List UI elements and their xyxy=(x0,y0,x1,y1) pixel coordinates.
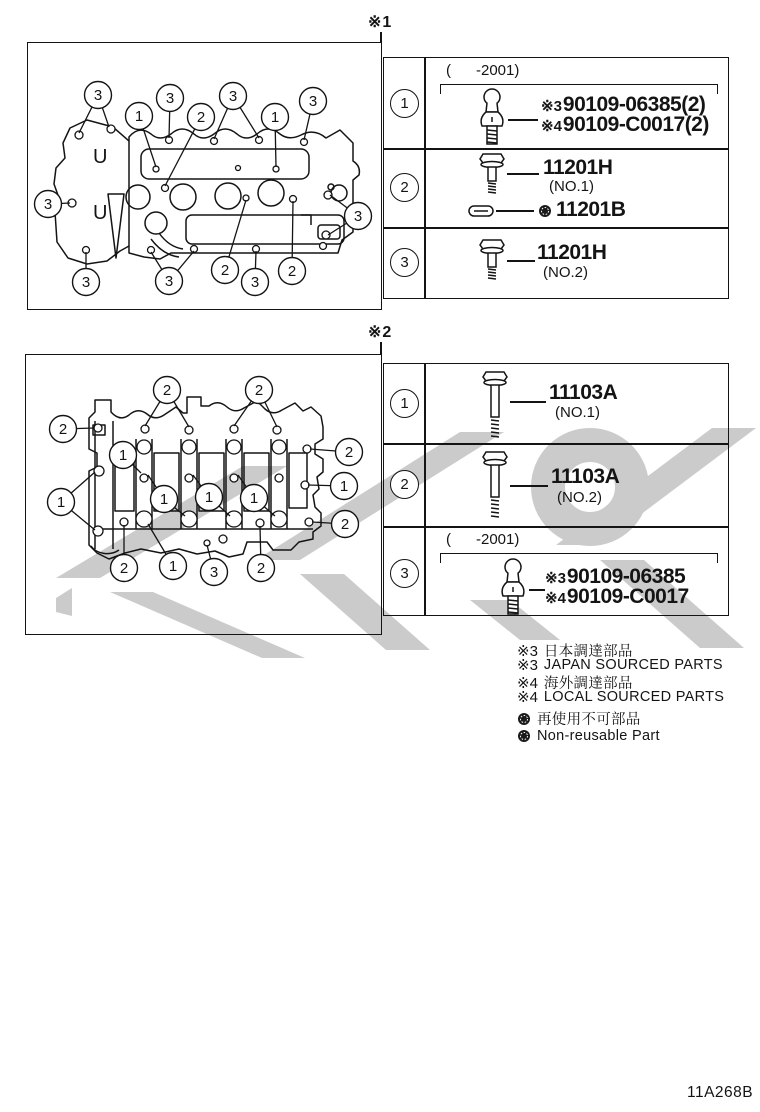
leader-line xyxy=(507,173,539,175)
legend-local-sourced-jp: ※4 海外調達部品 xyxy=(517,674,633,692)
callout-number: 3 xyxy=(164,273,174,290)
legend-japan-sourced-en: ※3 JAPAN SOURCED PARTS xyxy=(517,657,723,674)
callout-number: 3 xyxy=(228,88,238,105)
seal-washer-icon xyxy=(468,204,494,218)
date-bracket xyxy=(440,553,718,563)
callout-number: 2 xyxy=(119,560,129,577)
leader-line xyxy=(510,485,548,487)
part-number: 11201H xyxy=(543,156,613,179)
legend-local-sourced-en: ※4 LOCAL SOURCED PARTS xyxy=(517,689,725,706)
part-number: 11103A xyxy=(549,381,618,404)
long-flange-bolt-icon xyxy=(482,450,508,522)
stud-bolt-icon xyxy=(477,88,507,146)
row-badge-1: 1 xyxy=(390,89,419,118)
callout-number: 3 xyxy=(43,196,53,213)
callout-number: 3 xyxy=(308,93,318,110)
callout-number: 2 xyxy=(254,382,264,399)
part-number: 11103A xyxy=(551,465,620,488)
row-badge-3: 3 xyxy=(390,248,419,277)
leader-line xyxy=(529,589,545,591)
sourcing-qualifier: ※4 xyxy=(541,118,562,135)
callout-number: 2 xyxy=(220,262,230,279)
callout-number: 2 xyxy=(287,263,297,280)
leader-line xyxy=(507,260,535,262)
date-range: ( -2001) xyxy=(446,62,520,79)
callout-number: 2 xyxy=(58,421,68,438)
callout-number: 1 xyxy=(270,109,280,126)
cover-label-u1: U xyxy=(93,146,108,168)
callout-number: 3 xyxy=(209,564,219,581)
callout-number: 1 xyxy=(339,478,349,495)
callout-number: 1 xyxy=(118,447,128,464)
callout-number: 2 xyxy=(344,444,354,461)
part-number: 90109-C0017 xyxy=(566,585,689,608)
row-badge-1: 1 xyxy=(390,389,419,418)
stud-bolt-icon xyxy=(498,558,528,616)
figure-code: 11A268B xyxy=(687,1084,754,1101)
section2-ref-label: ※2 xyxy=(368,324,393,341)
callout-number: 1 xyxy=(204,489,214,506)
date-range: ( -2001) xyxy=(446,531,520,548)
callout-number: 1 xyxy=(56,494,66,511)
flange-bolt-icon xyxy=(479,238,505,284)
row-badge-3: 3 xyxy=(390,559,419,588)
part-number: 90109-06385 xyxy=(566,565,686,588)
legend-non-reusable-en: Non-reusable Part xyxy=(517,728,660,744)
callout-number: 1 xyxy=(249,490,259,507)
non-reusable-dot-icon xyxy=(517,712,531,726)
callout-number: 3 xyxy=(250,274,260,291)
callout-number: 2 xyxy=(162,382,172,399)
section1-ref-label: ※1 xyxy=(368,14,393,31)
cover-label-u2: U xyxy=(93,202,108,224)
part-number: 11201H xyxy=(537,241,607,264)
callout-number: 1 xyxy=(134,108,144,125)
section1-ref-tick xyxy=(380,32,382,42)
part-sub-label: (NO.2) xyxy=(543,264,588,281)
long-flange-bolt-icon xyxy=(482,370,508,442)
legend-non-reusable-jp: 再使用不可部品 xyxy=(517,708,641,729)
callout-number: 2 xyxy=(196,109,206,126)
part-sub-label: (NO.1) xyxy=(549,178,594,195)
cover-left-triangle xyxy=(108,194,124,258)
part-number: 11201B xyxy=(556,198,626,221)
leader-line xyxy=(496,210,534,212)
callout-number: 3 xyxy=(93,87,103,104)
sourcing-qualifier: ※3 xyxy=(541,98,562,115)
flange-bolt-icon xyxy=(479,152,505,198)
sourcing-qualifier: ※4 xyxy=(545,590,566,607)
cylinder-block-diagram xyxy=(25,354,382,635)
callout-number: 3 xyxy=(353,208,363,225)
section2-ref-tick xyxy=(380,342,382,354)
part-sub-label: (NO.1) xyxy=(555,404,600,421)
part-number: 90109-06385(2) xyxy=(562,93,706,116)
legend-japan-sourced-jp: ※3 日本調達部品 xyxy=(517,642,633,660)
row-badge-2: 2 xyxy=(390,470,419,499)
valve-cover-diagram xyxy=(27,42,382,310)
non-reusable-dot-icon xyxy=(517,729,531,743)
leader-line xyxy=(510,401,546,403)
part-sub-label: (NO.2) xyxy=(557,489,602,506)
callout-number: 3 xyxy=(165,90,175,107)
sourcing-qualifier: ※3 xyxy=(545,570,566,587)
callout-number: 2 xyxy=(340,516,350,533)
non-reusable-dot-icon xyxy=(538,204,552,218)
row-badge-2: 2 xyxy=(390,173,419,202)
callout-number: 1 xyxy=(159,491,169,508)
callout-number: 3 xyxy=(81,274,91,291)
callout-number: 1 xyxy=(168,558,178,575)
part-number: 90109-C0017(2) xyxy=(562,113,709,136)
leader-line xyxy=(508,119,538,121)
callout-number: 2 xyxy=(256,560,266,577)
